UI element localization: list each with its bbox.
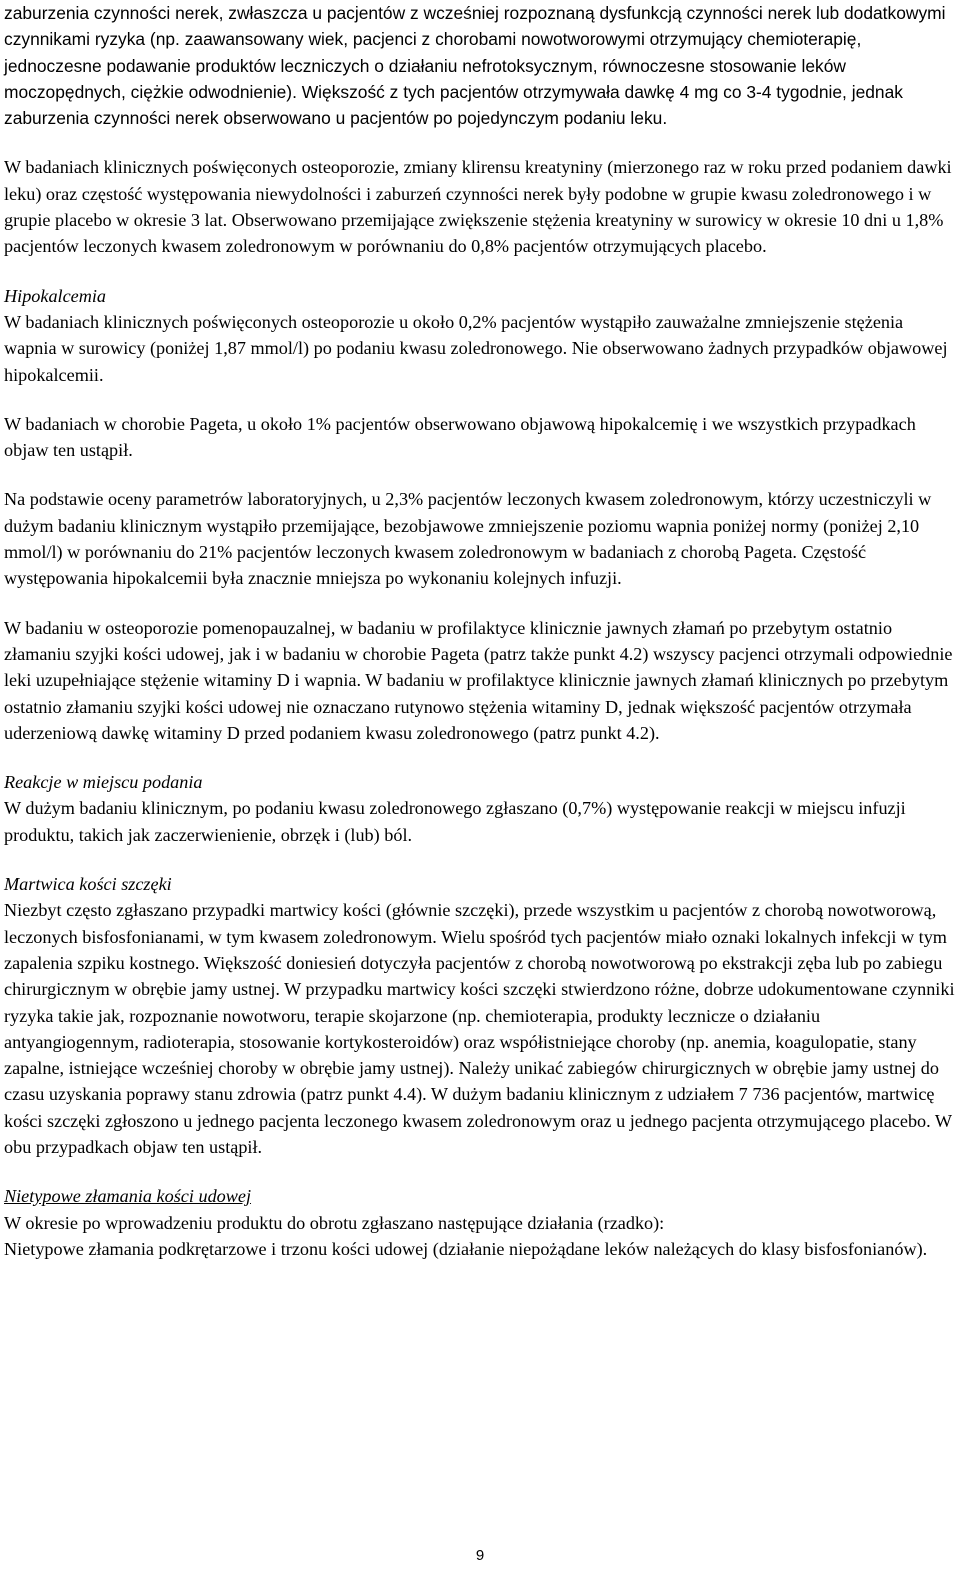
heading-injection-site: Reakcje w miejscu podania — [4, 772, 203, 793]
paragraph-hypocalcemia-osteoporosis: W badaniach klinicznych poświęconych osteoporozie u około 0,2% pacjentów wystąpiło zauważalne zmniejszenie stężenia wapnia w surowicy (poniżej 1,87 mmol/l) po podaniu kwasu zoledronowego. Nie obserwowano żadnych przypadków objawowej hipokalcemii. — [4, 311, 948, 385]
page-number: 9 — [475, 1547, 485, 1564]
heading-hypocalcemia: Hipokalcemia — [4, 285, 107, 306]
paragraph-vitamin-d: W badaniu w osteoporozie pomenopauzalnej, w badaniu w profilaktyce klinicznie jawnych złamań po przebytym ostatnio złamaniu szyjki kości udowej, jak i w badaniu w chorobie Pageta (patrz także punkt 4.2) wszyscy pacjenci otrzymali odpowiednie leki uzupełniające stężenie witaminy D i wapnia. W badaniu w profilaktyce klinicznie jawnych złamań klinicznych po przebytym ostatnio złamaniu szyjki kości udowej nie oznaczano rutynowo stężenia witaminy D, jednak większość pacjentów otrzymała uderzeniową dawkę witaminy D przed podaniem kwasu zoledronowego (patrz punkt 4.2). — [4, 617, 953, 743]
paragraph-jaw-osteonecrosis: Niezbyt często zgłaszano przypadki martwicy kości (głównie szczęki), przede wszystkim u pacjentów z chorobą nowotworową, leczonych bisfosfonianami, w tym kwasem zoledronowym. Wielu spośród tych pacjentów miało oznaki lokalnych infekcji w tym zapalenia szpiku kostnego. Większość doniesień dotyczyła pacjentów z chorobą nowotworową po ekstrakcji zęba lub po zabiegu chirurgicznym w obrębie jamy ustnej. W przypadku martwicy kości szczęki stwierdzono różne, dobrze udokumentowane czynniki ryzyka takie jak, rozpoznanie nowotworu, terapie skojarzone (np. chemioterapia, produkty lecznicze o działaniu antyangiogennym, radioterapia, stosowanie kortykosteroidów) oraz współistniejące choroby (np. anemia, koagulopatie, stany zapalne, istniejące wcześniej choroby w obrębie jamy ustnej). Należy unikać zabiegów chirurgicznych w obrębie jamy ustnej do czasu uzyskania poprawy stanu zdrowia (patrz punkt 4.4). W dużym badaniu klinicznym z udziałem 7 736 pacjentów, martwicę kości szczęki zgłoszono u jednego pacjenta leczonego kwasem zoledronowym oraz u jednego pacjenta otrzymującego placebo. W obu przypadkach objaw ten ustąpił. — [4, 900, 955, 1157]
paragraph-injection-site: W dużym badaniu klinicznym, po podaniu kwasu zoledronowego zgłaszano (0,7%) występowanie reakcji w miejscu infuzji produktu, takich jak zaczerwienienie, obrzęk i (lub) ból. — [4, 798, 906, 845]
paragraph-fractures-line1: W okresie po wprowadzeniu produktu do obrotu zgłaszano następujące działania (rzadko): — [4, 1212, 665, 1233]
paragraph-lab-calcium: Na podstawie oceny parametrów laboratoryjnych, u 2,3% pacjentów leczonych kwasem zoledronowym, którzy uczestniczyli w dużym badaniu klinicznym wystąpiło przemijające, bezobjawowe zmniejszenie poziomu wapnia poniżej normy (poniżej 2,10 mmol/l) w porównaniu do 21% pacjentów leczonych kwasem zoledronowym w badaniach z chorobą Pageta. Częstość występowania hipokalcemii była znacznie mniejsza po wykonaniu kolejnych infuzji. — [4, 489, 932, 589]
paragraph-renal-impairment: zaburzenia czynności nerek, zwłaszcza u pacjentów z wcześniej rozpoznaną dysfunkcją czynności nerek lub dodatkowymi czynnikami ryzyka (np. zaawansowany wiek, pacjenci z chorobami nowotworowymi otrzymujący chemioterapię, jednoczesne podawanie produktów leczniczych o działaniu nefrotoksycznym, równoczesne stosowanie leków moczopędnych, ciężkie odwodnienie). Większość z tych pacjentów otrzymywała dawkę 4 mg co 3-4 tygodnie, jednak zaburzenia czynności nerek obserwowano u pacjentów po pojedynczym podaniu leku. — [4, 3, 946, 129]
paragraph-hypocalcemia-paget: W badaniach w chorobie Pageta, u około 1% pacjentów obserwowano objawową hipokalcemię i we wszystkich przypadkach objaw ten ustąpił. — [4, 413, 916, 461]
heading-atypical-fractures: Nietypowe złamania kości udowej — [4, 1186, 252, 1207]
paragraph-fractures-line2: Nietypowe złamania podkrętarzowe i trzonu kości udowej (działanie niepożądane leków należących do klasy bisfosfonianów). — [4, 1238, 928, 1259]
document-page — [4, 0, 956, 1262]
heading-jaw-osteonecrosis: Martwica kości szczęki — [4, 874, 172, 895]
paragraph-osteoporosis-creatinine: W badaniach klinicznych poświęconych osteoporozie, zmiany klirensu kreatyniny (mierzonego raz w roku przed podaniem dawki leku) oraz częstość występowania niewydolności i zaburzeń czynności nerek były podobne w grupie kwasu zoledronowego i w grupie placebo w okresie 3 lat. Obserwowano przemijające zwiększenie stężenia kreatyniny w surowicy w okresie 10 dni u 1,8% pacjentów leczonych kwasem zoledronowym w porównaniu do 0,8% pacjentów otrzymujących placebo. — [4, 157, 952, 257]
